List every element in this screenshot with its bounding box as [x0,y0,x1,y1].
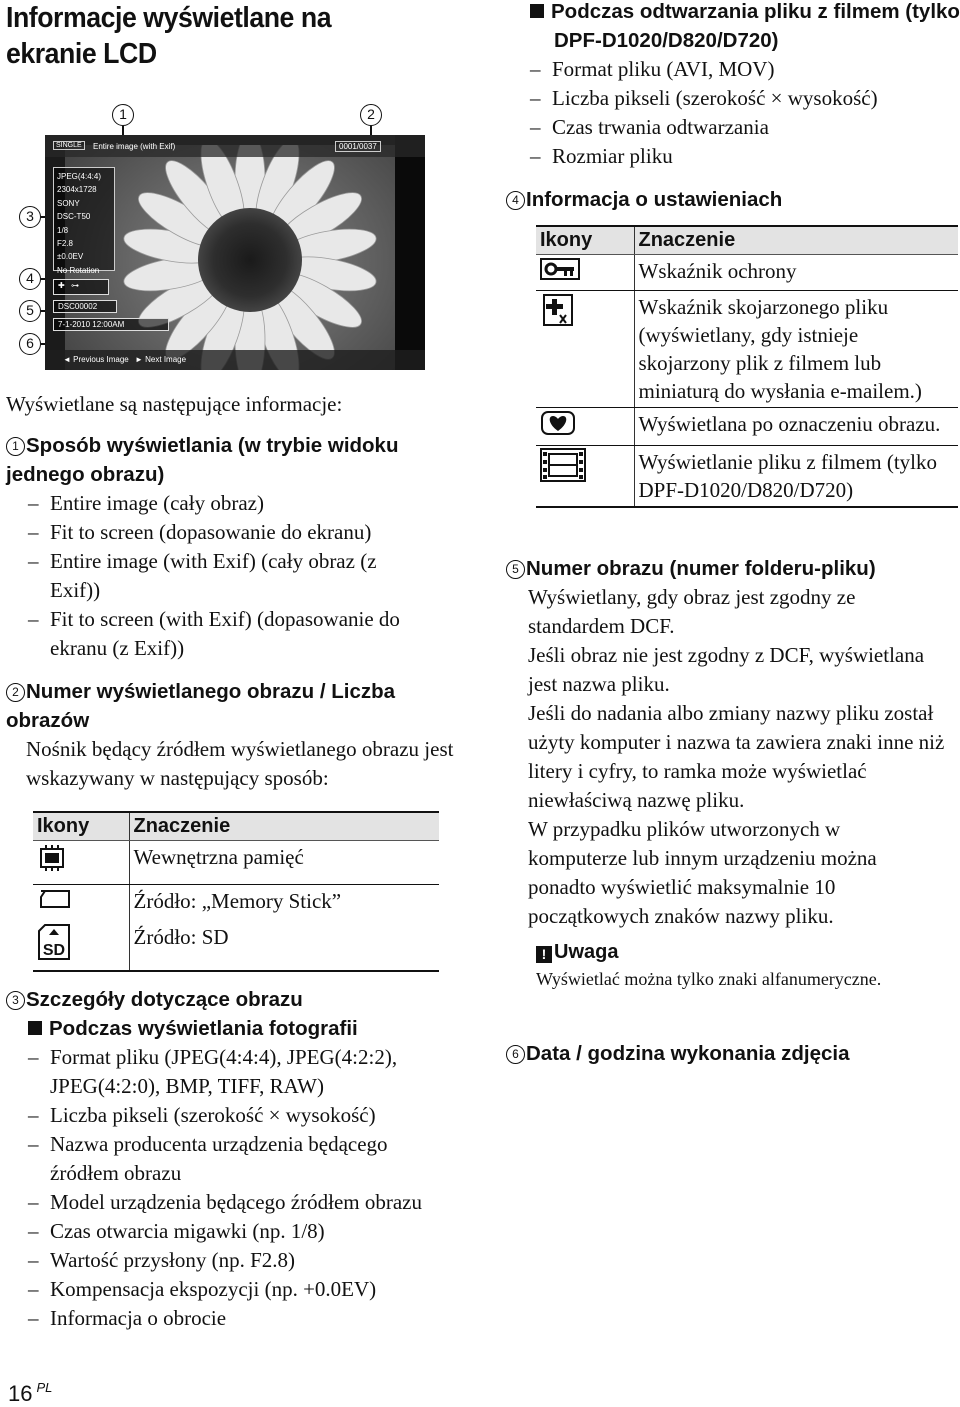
callout-6: 6 [19,333,41,355]
page-footer [8,1380,52,1407]
list-item: – Nazwa producenta urządzenia będącego źródłem obrazu [6,1130,426,1188]
settings-icons-bar [53,279,109,295]
meaning-cell: Wyświetlana po oznaczeniu obrazu. [634,408,958,446]
exif-line: No Rotation [57,265,100,275]
list-item: – Entire image (cały obraz) [6,489,436,518]
section-1-number: 1 [6,437,25,456]
sunflower-image [65,145,420,370]
list-item: – Model urządzenia będącego źródłem obrazu [6,1188,456,1217]
meaning-cell: Źródło: „Memory Stick” [133,889,342,913]
col-meaning-header: Znaczenie [129,812,439,841]
section-5-number: 5 [506,560,525,579]
heart-mark-icon [540,410,576,436]
right-column [502,0,960,1407]
left-column [0,0,470,1407]
section-2-body: Nośnik będący źródłem wyświetlanego obrazu jest wskazywany w następujący sposób: [26,737,454,790]
list-item: – Entire image (with Exif) (cały obraz (z Exif)) [6,547,386,605]
col-icons-header: Ikony [536,226,634,255]
file-name-display: DSC00002 [53,300,117,313]
section-3-number: 3 [6,991,25,1010]
exif-line: JPEG(4:4:4) [57,172,102,181]
section-4-heading [506,185,960,214]
col-icons-header: Ikony [33,812,129,841]
exif-line: 2304x1728 [57,185,97,195]
exif-line: F2.8 [57,239,74,249]
photo-subheading [6,1014,466,1043]
movie-details-list [508,55,960,171]
list-item: – Format pliku (AVI, MOV) [508,55,960,84]
exif-line: SONY [57,198,80,208]
prev-image-icon: ◄ [63,355,71,364]
media-icons-table [33,811,439,972]
next-image-label: Next Image [145,355,187,364]
paragraph: Jeśli do nadania albo zmiany nazwy pliku został użyty komputer i nazwa ta zawiera znaki inne niż litery i cyfry, to ramka może wyświetlać niewłaściwą nazwę pliku. [528,701,945,812]
note-heading [528,941,958,964]
settings-icons-table [536,225,958,508]
protect-key-icon [540,257,580,281]
view-mode-label: Entire image (with Exif) [93,142,176,151]
section-3-heading [6,985,466,1014]
meaning-cell: Wyświetlanie pliku z filmem (tylko DPF-D1020/D820/D720) [634,446,958,508]
list-item: – Fit to screen (with Exif) (dopasowanie do ekranu (z Exif)) [6,605,436,663]
bullet-square-icon [530,4,544,18]
photo-subheading-text: Podczas wyświetlania fotografii [49,1017,358,1040]
callout-5: 5 [19,300,41,322]
section-1 [6,431,466,663]
section-5-title: Numer obrazu (numer folderu-pliku) [526,557,876,580]
view-mode-list [6,489,436,663]
list-item: – Rozmiar pliku [508,142,960,171]
list-item: – Liczba pikseli (szerokość × wysokość) [6,1101,456,1130]
note-text: Wyświetlać można tylko znaki alfanumeryczne. [536,969,882,989]
language-code: PL [36,1380,53,1395]
section-4-title: Informacja o ustawieniach [526,188,783,211]
section-3 [6,985,466,1333]
callout-4: 4 [19,268,41,290]
section-6-heading [506,1039,960,1068]
section-6-title: Data / godzina wykonania zdjęcia [526,1042,850,1065]
note-title: Uwaga [554,941,619,963]
list-item: – Kompensacja ekspozycji (np. +0.0EV) [6,1275,456,1304]
sd-card-icon [37,923,71,961]
section-2-heading [6,677,446,735]
lcd-screenshot [45,135,425,370]
list-item: – Informacja o obrocie [6,1304,456,1333]
meaning-cell: Wskaźnik ochrony [634,255,958,291]
exif-line: DSC-T50 [57,212,91,222]
movie-section [530,0,960,171]
paragraph: Wyświetlany, gdy obraz jest zgodny ze standardem DCF. [528,585,856,638]
datetime-display: 7-1-2010 12:00AM [53,318,169,331]
list-item: – Czas otwarcia migawki (np. 1/8) [6,1217,456,1246]
memory-stick-icon [37,887,73,911]
lcd-nav-bar [45,350,425,370]
section-4-number: 4 [506,191,525,210]
protect-key-icon: ⊶ [70,281,79,290]
linked-file-icon: ✚ [58,281,65,290]
callout-2: 2 [360,104,382,126]
callout-3: 3 [19,206,41,228]
list-item: – Wartość przysłony (np. F2.8) [6,1246,456,1275]
note-warning-icon: ! [536,946,552,963]
callout-1: 1 [112,104,134,126]
svg-text:SD: SD [42,941,66,959]
col-meaning-header: Znaczenie [634,226,958,255]
section-2-number: 2 [6,683,25,702]
meaning-cell: Źródło: SD [129,921,439,971]
meaning-cell: Wskaźnik skojarzonego pliku (wyświetlany, gdy istnieje skojarzony plik z filmem lub miniaturą do wysłania e-mailem.) [634,291,958,408]
movie-subheading [530,0,960,55]
page-title: Informacje wyświetlane na ekranie LCD [6,2,332,70]
section-5 [506,554,960,992]
list-item: – Format pliku (JPEG(4:4:4), JPEG(4:2:2), JPEG(4:2:0), BMP, TIFF, RAW) [6,1043,426,1101]
exif-line: 1/8 [57,225,69,235]
movie-subheading-text: Podczas odtwarzania pliku z filmem (tylko DPF-D1020/D820/D720) [551,0,960,52]
section-5-body [506,583,958,992]
image-counter: 0001/0037 [335,141,381,152]
section-2-title: Numer wyświetlanego obrazu / Liczba obrazów [6,680,396,732]
section-1-heading [6,431,466,489]
prev-image-label: Previous Image [73,355,129,364]
meaning-cell: Wewnętrzna pamięć [129,841,439,885]
next-image-icon: ► [134,355,143,364]
photo-details-list [6,1043,456,1333]
section-4 [506,185,960,508]
paragraph: Jeśli obraz nie jest zgodny z DCF, wyświetlana jest nazwa pliku. [528,643,925,696]
exif-line: ±0.0EV [57,252,84,262]
mode-indicator: SINGLE [53,141,85,150]
section-3-title: Szczegóły dotyczące obrazu [26,988,303,1011]
image-dark-edge [395,135,425,370]
intro-text: Wyświetlane są następujące informacje: [6,392,343,416]
film-strip-icon [540,448,586,482]
linked-file-icon [540,293,576,327]
list-item: – Fit to screen (dopasowanie do ekranu) [6,518,436,547]
list-item: – Liczba pikseli (szerokość × wysokość) [508,84,960,113]
paragraph: W przypadku plików utworzonych w komputerze lub innym urządzeniu można ponadto wyświetlić maksymalnie 10 początkowych znaków nazwy pliku. [528,817,877,928]
exif-panel [53,167,115,275]
list-item: – Czas trwania odtwarzania [508,113,960,142]
bullet-square-icon [28,1021,42,1035]
section-2 [6,677,466,972]
section-5-heading [506,554,960,583]
page-number: 16 [8,1381,33,1406]
section-6 [506,1039,960,1068]
internal-memory-icon [37,843,67,873]
section-6-number: 6 [506,1045,525,1064]
section-1-title: Sposób wyświetlania (w trybie widoku jednego obrazu) [6,434,399,486]
